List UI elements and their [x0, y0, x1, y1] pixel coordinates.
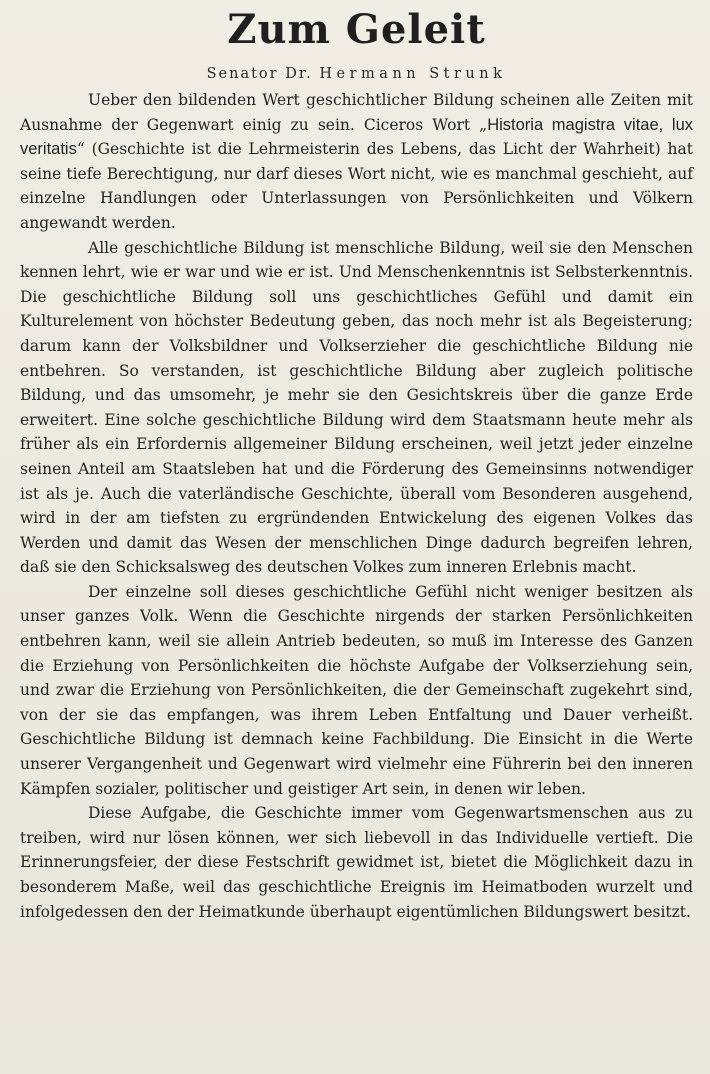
author-line — [20, 64, 693, 84]
latin-quote: Historia magistra vitae, lux veritatis — [20, 115, 694, 159]
page-title: Zum Geleit — [227, 6, 486, 53]
paragraph-1-text-before: Ueber den bildenden Wert geschichtlicher Bildung scheinen alle Zeiten mit Ausnahme der Gegenwart einig zu sein. Ciceros Wort „ — [20, 91, 693, 134]
paragraph-1 — [20, 88, 693, 236]
paragraph-3: Der einzelne soll dieses geschichtliche Gefühl nicht weniger besitzen als unser ganzes Volk. Wenn die Geschichte nirgends der starken Persönlichkeiten entbehren kann, weil sie allein Antrieb bedeuten, so muß im Interesse des Ganzen die Erziehung von Persönlichkeiten die höchste Aufgabe der Volkserziehung sein, und zwar die Erziehung von Persönlichkeiten, die der Gemeinschaft zugekehrt sind, von der sie das empfangen, was ihrem Leben Entfaltung und Dauer verheißt. Geschichtliche Bildung ist demnach keine Fachbildung. Die Einsicht in die Werte unserer Vergangenheit und Gegenwart wird vielmehr eine Führerin bei den inneren Kämpfen sozialer, politischer und geistiger Art sein, in denen wir leben. — [20, 582, 693, 798]
article-body — [20, 88, 693, 924]
paragraph-2: Alle geschichtliche Bildung ist menschliche Bildung, weil sie den Menschen kennen lehrt, wie er war und wie er ist. Und Menschenkenntnis ist Selbsterkenntnis. Die geschichtliche Bildung soll uns geschichtliches Gefühl und damit ein Kulturelement von höchster Bedeutung geben, das noch mehr ist als Begeisterung; darum kann der Volksbildner und Volkserzieher die geschichtliche Bildung nie entbehren. So verstanden, ist geschichtliche Bildung aber zugleich politische Bildung, und das umsomehr, je mehr sie den Gesichtskreis über die ganze Erde erweitert. Eine solche geschichtliche Bildung wird dem Staatsmann heute mehr als früher als ein Erfordernis allgemeiner Bildung erscheinen, weil jetzt jeder einzelne seinen Anteil am Staatsleben hat und die Förderung des Gemeinsinns notwendiger ist als je. Auch die vaterländische Geschichte, überall vom Besonderen ausgehend, wird in der am tiefsten zu ergründenden Entwickelung des eigenen Volkes das Werden und damit das Wesen der menschlichen Dinge dadurch begreifen lehren, daß sie den Schicksalsweg des deutschen Volkes zum inneren Erlebnis macht. — [20, 238, 693, 577]
paragraph-1-text-after: “ (Geschichte ist die Lehrmeisterin des Lebens, das Licht der Wahrheit) hat seine tiefe Berechtigung, nur darf dieses Wort nicht, wie es manchmal geschieht, auf einzelne Handlungen oder Unterlassungen von Persönlichkeiten und Völkern angewandt werden. — [20, 140, 693, 232]
author-prefix: Senator Dr. — [206, 66, 320, 82]
paragraph-4: Diese Aufgabe, die Geschichte immer vom Gegenwartsmenschen aus zu treiben, wird nur lösen können, wer sich liebevoll in das Individuelle vertieft. Die Erinnerungsfeier, der diese Festschrift gewidmet ist, bietet die Möglichkeit dazu in besonderem Maße, weil das geschichtliche Ereignis im Heimatboden wurzelt und infolgedessen den der Heimatkunde überhaupt eigentümlichen Bildungswert besitzt. — [20, 804, 693, 921]
author-name: Hermann Strunk — [319, 66, 507, 82]
